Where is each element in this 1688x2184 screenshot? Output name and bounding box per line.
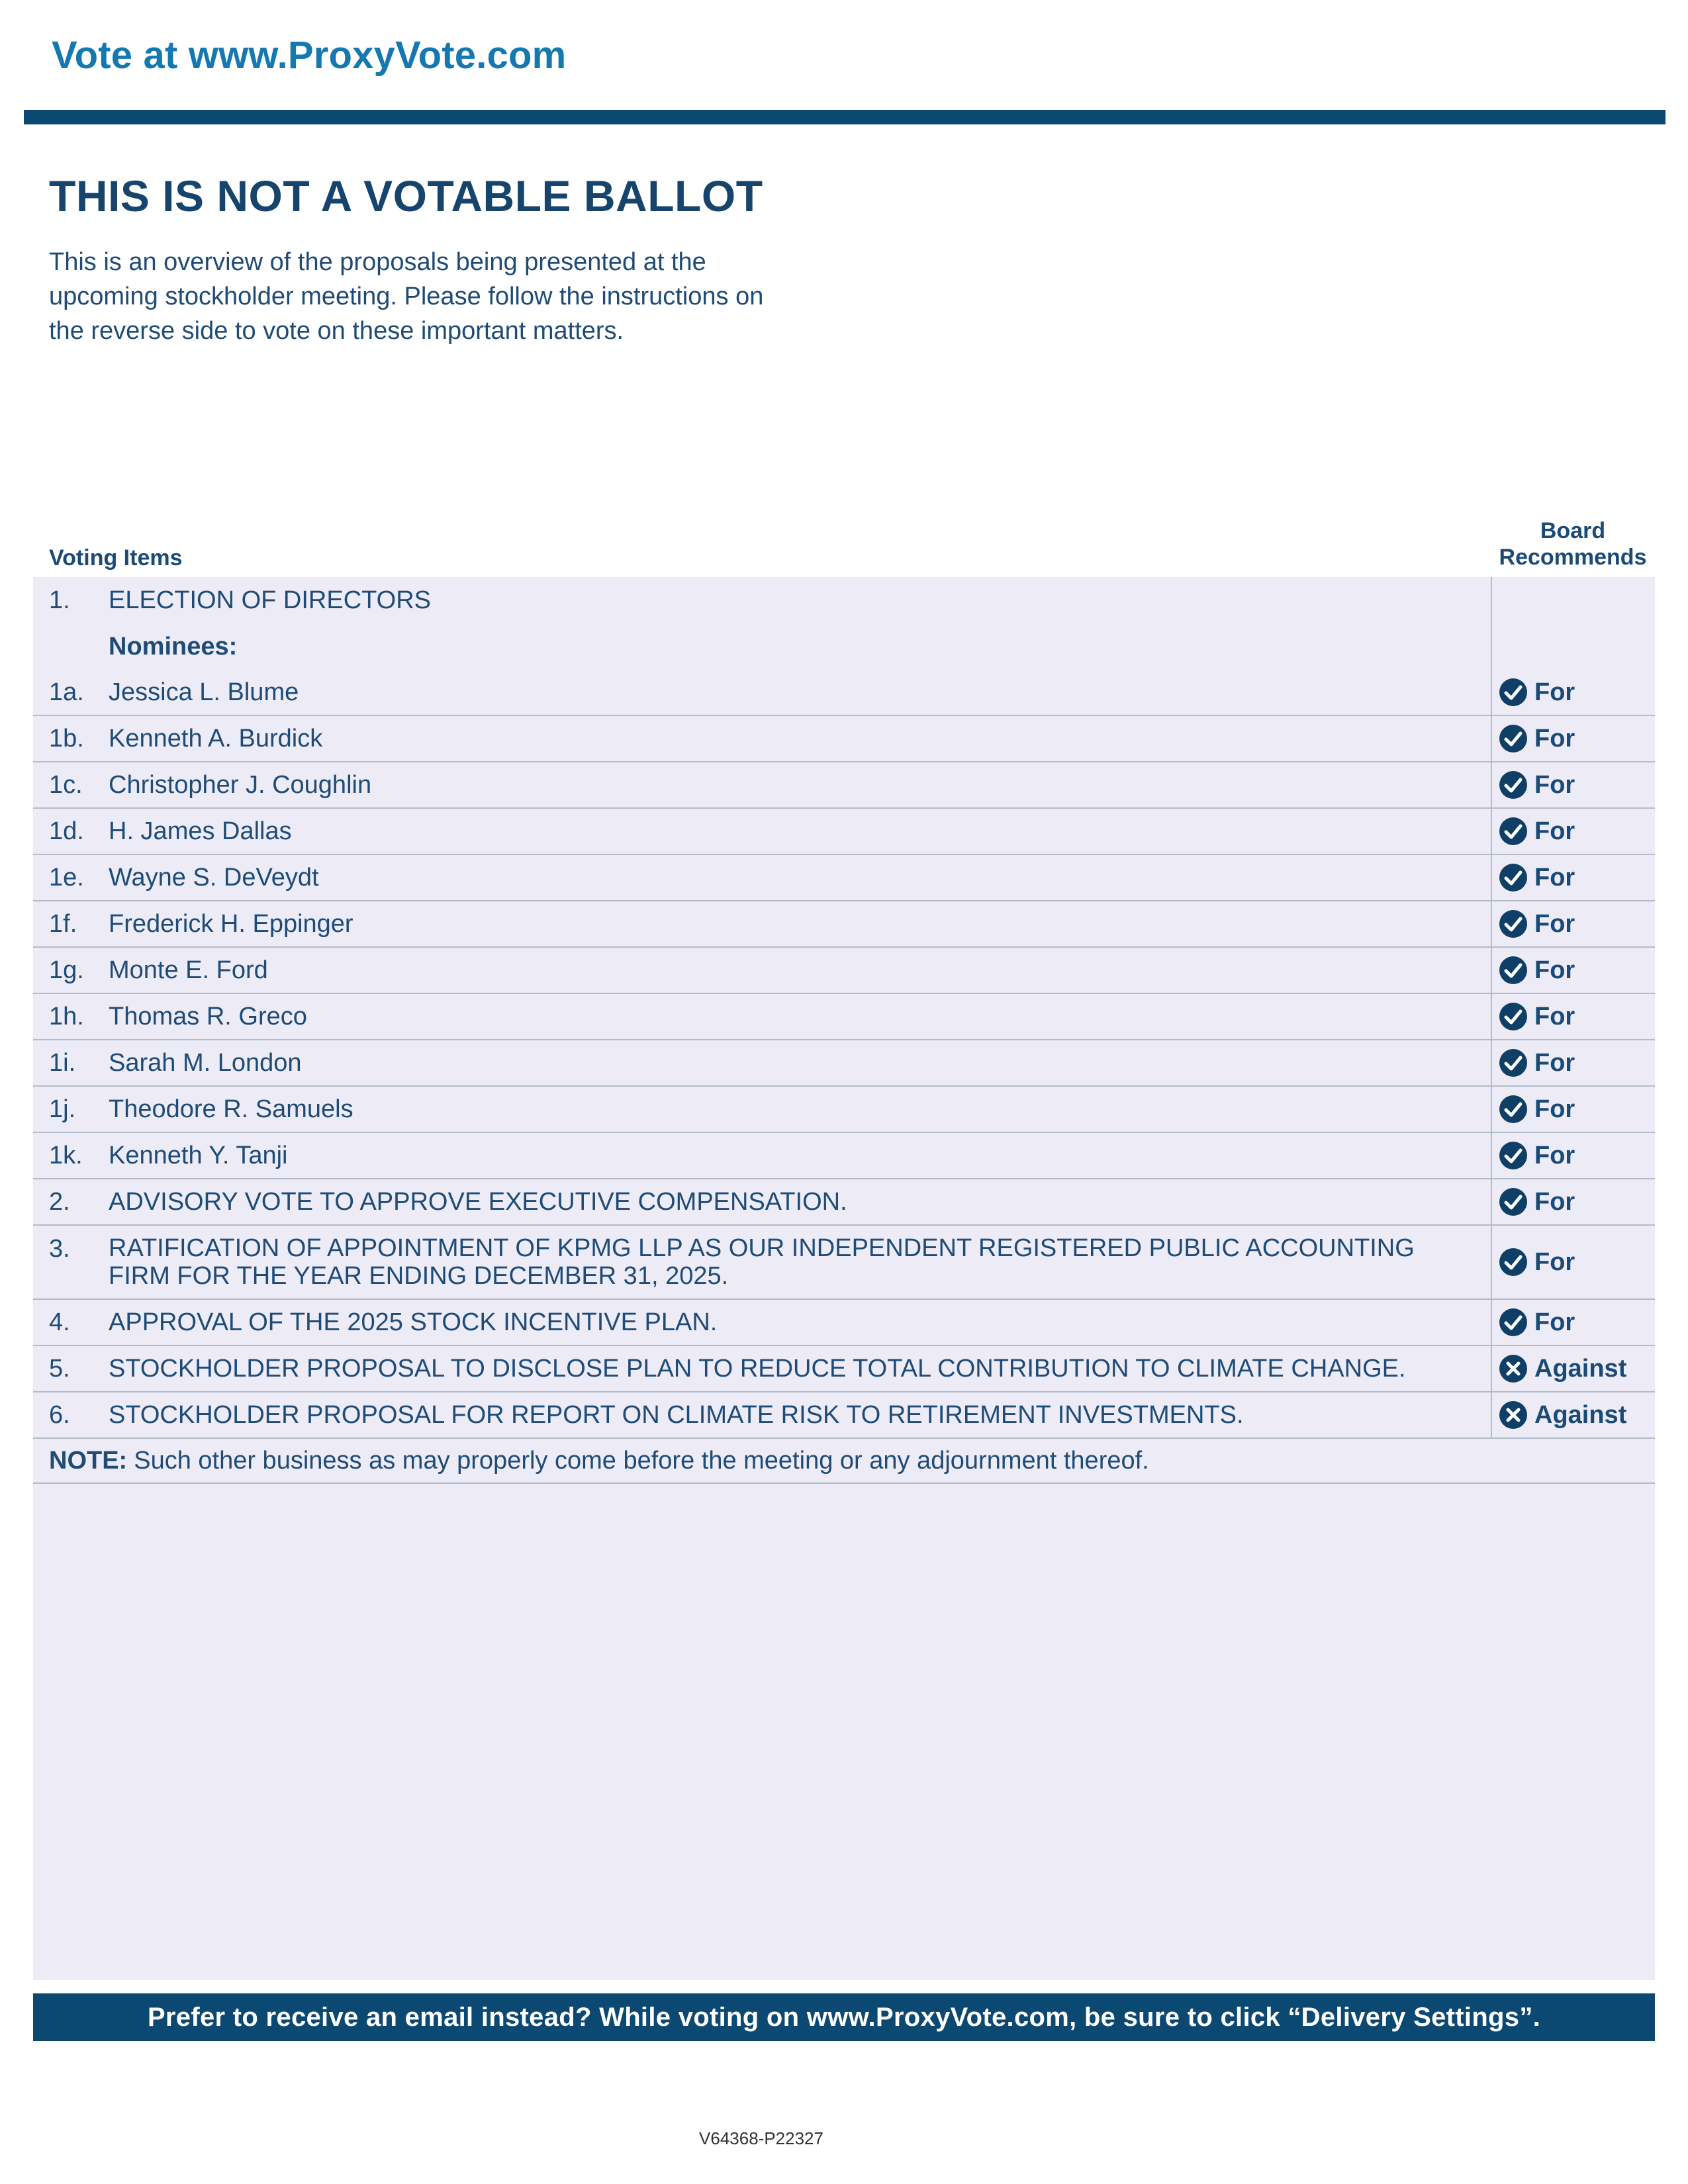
- voting-item-row: [33, 1346, 1655, 1392]
- board-recommendation: [1491, 1087, 1655, 1132]
- board-recommendation: [1491, 1300, 1655, 1345]
- header-divider: [24, 110, 1665, 124]
- board-recommendation: [1491, 1392, 1655, 1437]
- board-recommends-line2: Recommends: [1499, 545, 1647, 570]
- recommendation-cell-empty: [1491, 577, 1655, 623]
- board-recommendation: [1491, 948, 1655, 993]
- voting-item-row: [33, 1179, 1655, 1226]
- item-text: Theodore R. Samuels: [109, 1095, 353, 1123]
- item-number: 1h.: [49, 1002, 84, 1030]
- check-circle-icon: [1499, 770, 1528, 799]
- intro-line: the reverse side to vote on these important matters.: [49, 317, 624, 345]
- note-label: NOTE:: [49, 1446, 128, 1475]
- recommendation-cell-empty: [1491, 623, 1655, 670]
- item-text: RATIFICATION OF APPOINTMENT OF KPMG LLP AS OUR INDEPENDENT REGISTERED PUBLIC ACCOUNTING FIRM FOR THE YEAR ENDING DECEMBER 31, 2025.: [109, 1234, 1415, 1290]
- voting-items-heading: Voting Items: [49, 545, 183, 570]
- board-recommendation: [1491, 901, 1655, 946]
- voting-item-row: [33, 1300, 1655, 1346]
- check-circle-icon: [1499, 1248, 1528, 1277]
- intro-text: [49, 245, 843, 348]
- item-number: 3.: [49, 1235, 70, 1263]
- item-number: 1j.: [49, 1095, 76, 1123]
- item-number: 1d.: [49, 817, 84, 845]
- recommendation-label: For: [1534, 1002, 1575, 1030]
- x-circle-icon: [1499, 1354, 1528, 1383]
- board-recommendation: [1491, 762, 1655, 807]
- recommendation-label: For: [1534, 770, 1575, 799]
- board-recommendation: [1491, 1040, 1655, 1085]
- delivery-settings-banner: Prefer to receive an email instead? While voting on www.ProxyVote.com, be sure to click “Delivery Settings”.: [33, 1993, 1655, 2041]
- check-circle-icon: [1499, 909, 1528, 938]
- item-text: Wayne S. DeVeydt: [109, 864, 319, 891]
- check-circle-icon: [1499, 1095, 1528, 1124]
- x-circle-icon: [1499, 1400, 1528, 1430]
- intro-line: upcoming stockholder meeting. Please follow the instructions on: [49, 283, 764, 310]
- item-text: STOCKHOLDER PROPOSAL FOR REPORT ON CLIMATE RISK TO RETIREMENT INVESTMENTS.: [109, 1401, 1244, 1429]
- item-number: 1.: [49, 586, 70, 614]
- recommendation-label: For: [1534, 1095, 1575, 1123]
- board-recommendation: [1491, 809, 1655, 854]
- recommendation-label: For: [1534, 1048, 1575, 1077]
- board-recommendation: [1491, 1133, 1655, 1178]
- voting-item-row: [33, 762, 1655, 809]
- item-number: 4.: [49, 1308, 70, 1336]
- voting-item-row: [33, 1133, 1655, 1179]
- item-number: 1f.: [49, 909, 77, 938]
- board-recommendation: [1491, 1346, 1655, 1391]
- item-text: Kenneth Y. Tanji: [109, 1142, 288, 1169]
- item-number: 1e.: [49, 863, 84, 891]
- check-circle-icon: [1499, 863, 1528, 892]
- item-text: Frederick H. Eppinger: [109, 910, 353, 938]
- nominees-label-row: [33, 623, 1655, 670]
- check-circle-icon: [1499, 1308, 1528, 1337]
- item-number: 5.: [49, 1354, 70, 1383]
- voting-item-row: [33, 901, 1655, 948]
- item-number: 1i.: [49, 1048, 76, 1077]
- recommendation-label: For: [1534, 1141, 1575, 1169]
- voting-item-row: [33, 809, 1655, 855]
- recommendation-label: For: [1534, 678, 1575, 706]
- item-text: ADVISORY VOTE TO APPROVE EXECUTIVE COMPENSATION.: [109, 1188, 847, 1216]
- item-text: H. James Dallas: [109, 817, 292, 845]
- recommendation-label: For: [1534, 817, 1575, 845]
- item-number: 1g.: [49, 956, 84, 984]
- proxyvote-link[interactable]: Vote at www.ProxyVote.com: [52, 34, 567, 77]
- item-text: Sarah M. London: [109, 1049, 302, 1077]
- check-circle-icon: [1499, 1187, 1528, 1216]
- recommendation-label: For: [1534, 1187, 1575, 1216]
- voting-items-table: [33, 577, 1655, 1484]
- nominees-label: Nominees:: [109, 633, 238, 660]
- check-circle-icon: [1499, 724, 1528, 753]
- recommendation-label: Against: [1534, 1354, 1627, 1383]
- recommendation-label: Against: [1534, 1400, 1627, 1429]
- document-code: V64368-P22327: [699, 2128, 823, 2148]
- voting-item-row: [33, 1040, 1655, 1087]
- board-recommendation: [1491, 855, 1655, 900]
- voting-item-row: [33, 948, 1655, 994]
- board-recommendation: [1491, 716, 1655, 761]
- item-number: 1a.: [49, 678, 84, 706]
- item-number: 2.: [49, 1187, 70, 1216]
- board-recommendation: [1491, 1179, 1655, 1224]
- item-number: 1c.: [49, 770, 83, 799]
- check-circle-icon: [1499, 1141, 1528, 1170]
- check-circle-icon: [1499, 956, 1528, 985]
- item-number: 1b.: [49, 724, 84, 752]
- item-text: Monte E. Ford: [109, 956, 268, 984]
- item-number: 1k.: [49, 1141, 83, 1169]
- voting-item-row: [33, 855, 1655, 901]
- check-circle-icon: [1499, 1002, 1528, 1031]
- voting-item-row: [33, 670, 1655, 716]
- recommendation-label: For: [1534, 956, 1575, 984]
- recommendation-label: For: [1534, 724, 1575, 752]
- item-text: Jessica L. Blume: [109, 678, 299, 706]
- voting-item-row: [33, 994, 1655, 1040]
- board-recommends-line1: Board: [1540, 518, 1606, 543]
- election-row: [33, 577, 1655, 623]
- item-number: 6.: [49, 1400, 70, 1429]
- voting-item-row: [33, 716, 1655, 762]
- item-text: Christopher J. Coughlin: [109, 771, 372, 799]
- check-circle-icon: [1499, 1048, 1528, 1077]
- item-text: Thomas R. Greco: [109, 1003, 307, 1030]
- intro-line: This is an overview of the proposals being presented at the: [49, 248, 706, 276]
- item-text: Kenneth A. Burdick: [109, 725, 323, 752]
- note-text: Such other business as may properly come before the meeting or any adjournment thereof.: [134, 1446, 1149, 1475]
- board-recommendation: [1491, 1226, 1655, 1298]
- item-text: STOCKHOLDER PROPOSAL TO DISCLOSE PLAN TO REDUCE TOTAL CONTRIBUTION TO CLIMATE CHANGE.: [109, 1355, 1406, 1383]
- board-recommends-heading: [1493, 518, 1652, 570]
- recommendation-label: For: [1534, 909, 1575, 938]
- board-recommendation: [1491, 670, 1655, 715]
- recommendation-label: For: [1534, 863, 1575, 891]
- board-recommendation: [1491, 994, 1655, 1039]
- check-circle-icon: [1499, 678, 1528, 707]
- voting-item-row: [33, 1087, 1655, 1133]
- voting-item-row: [33, 1392, 1655, 1439]
- voting-item-row: [33, 1226, 1655, 1300]
- recommendation-label: For: [1534, 1248, 1575, 1276]
- note-row: [33, 1439, 1655, 1484]
- item-text: ELECTION OF DIRECTORS: [109, 586, 432, 614]
- page-title: THIS IS NOT A VOTABLE BALLOT: [49, 171, 763, 220]
- item-text: APPROVAL OF THE 2025 STOCK INCENTIVE PLAN.: [109, 1308, 718, 1336]
- recommendation-label: For: [1534, 1308, 1575, 1336]
- check-circle-icon: [1499, 817, 1528, 846]
